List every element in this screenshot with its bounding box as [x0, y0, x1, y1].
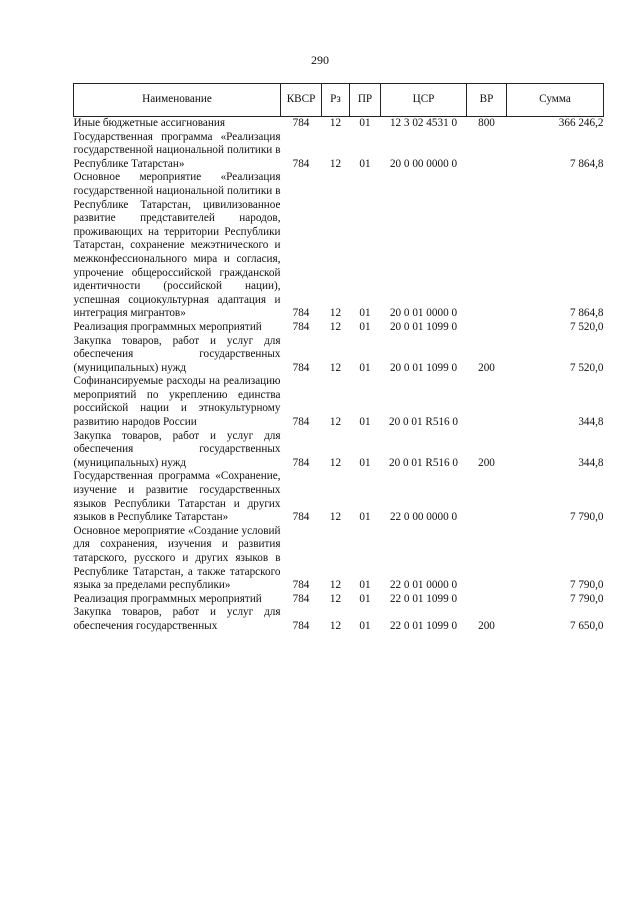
row-rz: 12: [329, 320, 342, 333]
header-rz: Рз: [322, 84, 350, 117]
row-vr: 800: [478, 117, 495, 129]
table-row: [74, 375, 604, 429]
row-vr: [467, 171, 507, 321]
row-csr: 20 0 01 1099 0: [389, 320, 458, 333]
row-pr: 01: [359, 361, 371, 374]
row-name: Основное мероприятие «Реализация государственной национальной политики в Республике Татарстан, цивилизованное развитие представителей народов, проживающих на территории Республики Татарстан, сохранение межэтнического и межконфессионального мира и согласия, упрочение общероссийской гражданской идентичности (российской нации), успешная социокультурная адаптация и интеграция мигрантов»: [73, 171, 281, 320]
row-rz: 12: [329, 416, 342, 429]
row-sum: 7 650,0: [569, 619, 604, 632]
table-row: [74, 321, 604, 335]
row-vr: [467, 375, 507, 429]
row-rz: 12: [329, 592, 342, 605]
row-name: Закупка товаров, работ и услуг для обеспечения государственных (муниципальных) нужд: [73, 334, 281, 374]
row-rz: 12: [329, 307, 342, 320]
row-sum: 7 790,0: [569, 579, 604, 592]
row-sum: 7 790,0: [569, 592, 604, 605]
row-pr: 01: [359, 619, 371, 632]
row-vr: 200: [478, 456, 495, 469]
row-sum: 7 520,0: [569, 361, 604, 374]
row-csr: 20 0 01 R516 0: [389, 456, 458, 469]
row-sum: 7 520,0: [569, 320, 604, 333]
header-sum: Сумма: [507, 84, 604, 117]
row-vr: [467, 593, 507, 607]
table-row: [74, 606, 604, 633]
row-rz: 12: [329, 579, 342, 592]
row-csr: 22 0 01 1099 0: [389, 619, 458, 632]
header-name: Наименование: [74, 84, 281, 117]
row-name: Основное мероприятие «Создание условий для сохранения, изучения и развития татарского, русского и других языков в Республике Татарстан, а также татарского языка за пределами республики»: [73, 524, 281, 592]
header-kvsr: КВСР: [281, 84, 322, 117]
row-pr: 01: [359, 511, 371, 524]
row-vr: [467, 470, 507, 524]
row-name: Государственная программа «Реализация государственной национальной политики в Республике Татарстан»: [73, 130, 281, 170]
row-csr: 22 0 00 0000 0: [389, 511, 458, 524]
row-pr: 01: [359, 307, 371, 320]
row-kvsr: 784: [292, 157, 310, 170]
row-sum: 344,8: [578, 416, 604, 429]
row-kvsr: 784: [292, 592, 310, 605]
row-sum: 366 246,2: [558, 117, 604, 129]
row-pr: 01: [359, 416, 371, 429]
table-row: [74, 430, 604, 471]
row-rz: 12: [329, 619, 342, 632]
row-kvsr: 784: [292, 511, 310, 524]
row-rz: 12: [329, 511, 342, 524]
row-sum: 344,8: [578, 456, 604, 469]
row-kvsr: 784: [292, 320, 310, 333]
row-vr: [467, 321, 507, 335]
table-row: [74, 117, 604, 131]
row-vr: [467, 131, 507, 172]
row-csr: 20 0 01 1099 0: [389, 361, 458, 374]
header-csr: ЦСР: [381, 84, 467, 117]
row-csr: 22 0 01 0000 0: [389, 579, 458, 592]
budget-table: [73, 83, 604, 634]
row-csr: 22 0 01 1099 0: [389, 592, 458, 605]
row-name: Закупка товаров, работ и услуг для обеспечения государственных (муниципальных) нужд: [73, 429, 281, 469]
row-sum: 7 790,0: [569, 511, 604, 524]
row-pr: 01: [359, 579, 371, 592]
row-rz: 12: [329, 456, 342, 469]
row-csr: 20 0 01 0000 0: [389, 307, 458, 320]
page-number: 290: [311, 53, 329, 67]
row-kvsr: 784: [292, 361, 310, 374]
table-row: [74, 525, 604, 593]
row-csr: 12 3 02 4531 0: [389, 117, 458, 129]
row-sum: 7 864,8: [569, 307, 604, 320]
header-pr: ПР: [350, 84, 381, 117]
row-vr: 200: [478, 619, 495, 632]
row-kvsr: 784: [292, 117, 310, 129]
row-kvsr: 784: [292, 307, 310, 320]
row-kvsr: 784: [292, 416, 310, 429]
row-pr: 01: [359, 456, 371, 469]
row-pr: 01: [359, 592, 371, 605]
table-row: [74, 593, 604, 607]
table-row: [74, 335, 604, 376]
row-vr: [467, 525, 507, 593]
row-pr: 01: [359, 320, 371, 333]
row-rz: 12: [329, 361, 342, 374]
row-kvsr: 784: [292, 619, 310, 632]
row-pr: 01: [359, 117, 371, 129]
header-vr: ВР: [467, 84, 507, 117]
table-row: [74, 171, 604, 321]
row-name: Софинансируемые расходы на реализацию мероприятий по укреплению единства российской нации и этнокультурному развитию народов России: [73, 375, 281, 429]
row-kvsr: 784: [292, 579, 310, 592]
table-row: [74, 131, 604, 172]
row-rz: 12: [329, 117, 342, 129]
row-kvsr: 784: [292, 456, 310, 469]
row-name: Государственная программа «Сохранение, изучение и развитие государственных языков Республики Татарстан и других языков в Республике Татарстан»: [73, 470, 281, 524]
row-name: Реализация программных мероприятий: [73, 320, 262, 333]
row-name: Иные бюджетные ассигнования: [73, 117, 225, 129]
row-rz: 12: [329, 157, 342, 170]
row-name: Реализация программных мероприятий: [73, 592, 262, 605]
row-csr: 20 0 01 R516 0: [389, 416, 458, 429]
row-vr: 200: [478, 361, 495, 374]
row-csr: 20 0 00 0000 0: [389, 157, 458, 170]
row-pr: 01: [359, 157, 371, 170]
table-row: [74, 470, 604, 524]
row-sum: 7 864,8: [569, 157, 604, 170]
table-header: [74, 84, 604, 117]
row-name: Закупка товаров, работ и услуг для обеспечения государственных: [73, 606, 281, 632]
